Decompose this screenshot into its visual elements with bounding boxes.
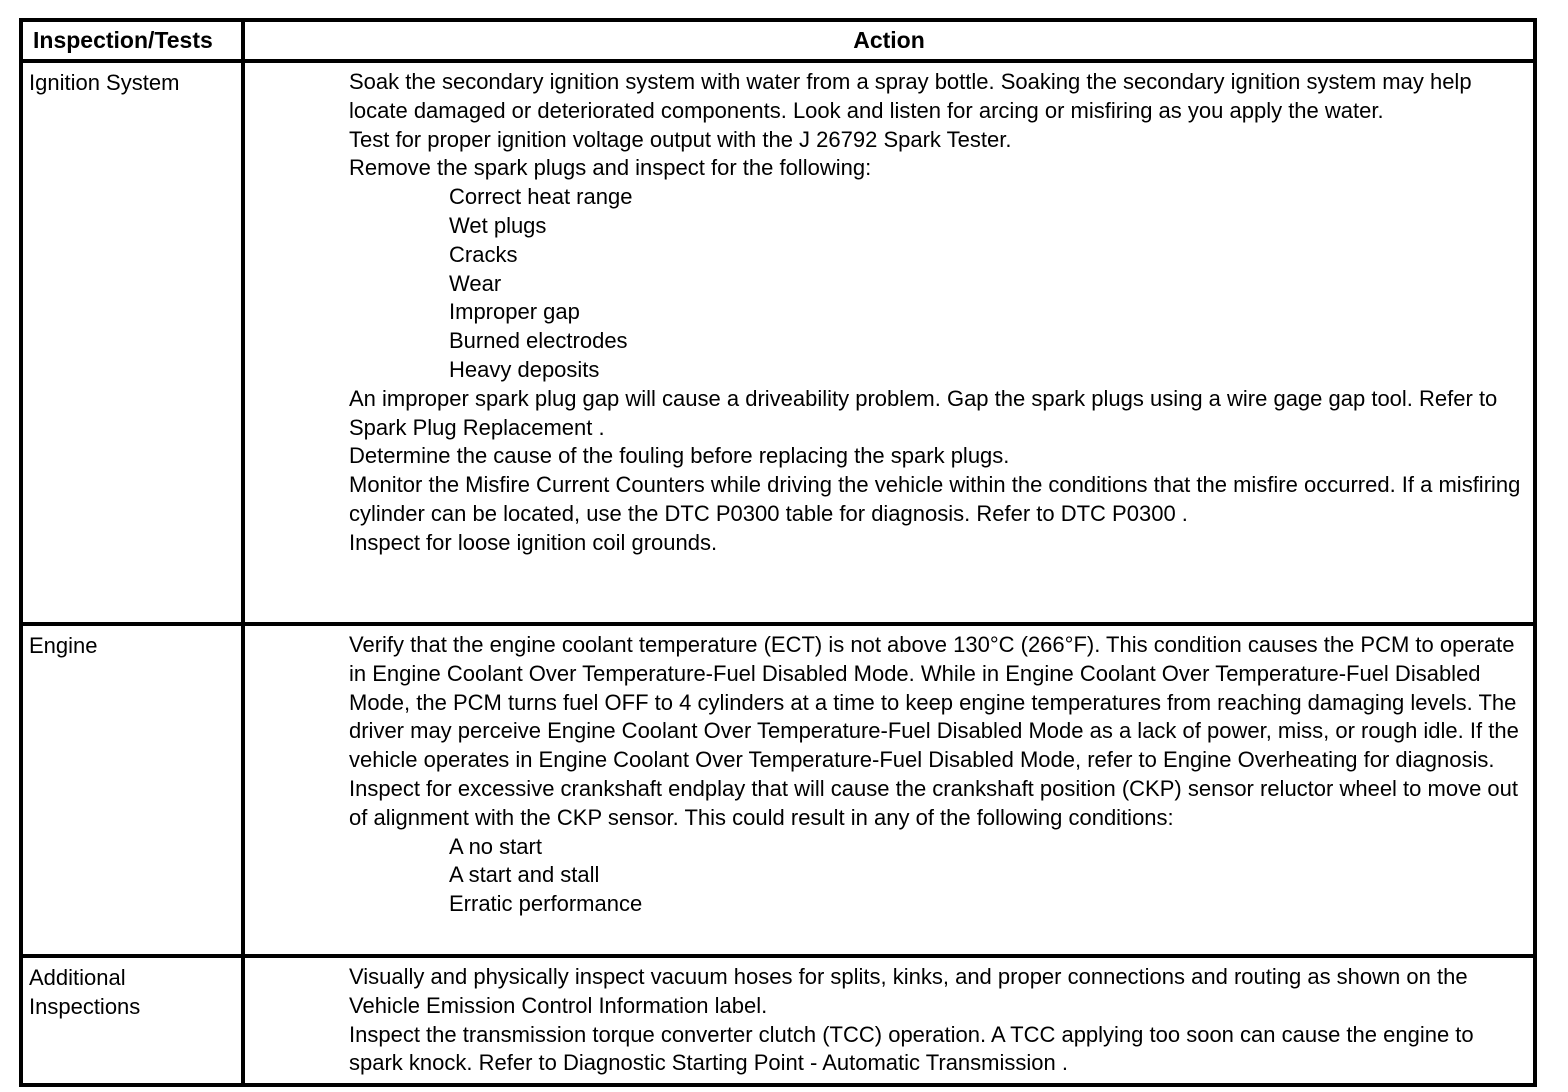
inspection-item: Wear [449,270,502,296]
inspection-item: Cracks [449,241,518,267]
action-step: An improper spark plug gap will cause a driveability problem. Gap the spark plugs using a wire gage gap tool. Refer to Spark Plug Replacement . [349,385,1498,440]
action-step: Soak the secondary ignition system with water from a spray bottle. Soaking the secondary ignition system may help locate damaged or deteriorated components. Look and listen for arcing or misfiring as you apply the water. [349,69,1472,123]
action-step: Test for proper ignition voltage output with the J 26792 Spark Tester. [349,126,1012,152]
column-header-inspection-tests: Inspection/Tests [21,20,243,61]
table-row-engine [21,624,1535,956]
action-step: Inspect for excessive crankshaft endplay that will cause the crankshaft position (CKP) sensor reluctor wheel to move out of alignment with the CKP sensor. This could result in any of the following conditions: [349,775,1519,830]
row-actions [243,956,1535,1085]
row-actions [243,61,1535,624]
action-step: Visually and physically inspect vacuum hoses for splits, kinks, and proper connections and routing as shown on the Vehicle Emission Control Information label. [349,964,1468,1018]
inspection-item: Wet plugs [449,212,547,238]
table-row-ignition-system [21,61,1535,624]
table-row-additional-inspections [21,956,1535,1085]
condition-item: A start and stall [449,862,600,888]
action-step: Verify that the engine coolant temperature (ECT) is not above 130°C (266°F). This condition causes the PCM to operate in Engine Coolant Over Temperature-Fuel Disabled Mode. While in Engine Coolant Over Temperature-Fuel Disabled Mode, the PCM turns fuel OFF to 4 cylinders at a time to keep engine temperatures from reaching damaging levels. The driver may perceive Engine Coolant Over Temperature-Fuel Disabled Mode as a lack of power, miss, or rough idle. If the vehicle operates in Engine Coolant Over Temperature-Fuel Disabled Mode, refer to Engine Overheating for diagnosis. [349,632,1519,773]
action-step: Inspect the transmission torque converter clutch (TCC) operation. A TCC applying too soon can cause the engine to spark knock. Refer to Diagnostic Starting Point - Automatic Transmission . [349,1021,1474,1076]
column-header-action: Action [243,20,1535,61]
row-label: Ignition System [21,61,243,624]
condition-item: Erratic performance [449,891,643,917]
inspection-item: Burned electrodes [449,328,628,354]
action-step: Inspect for loose ignition coil grounds. [349,529,718,555]
inspection-item: Correct heat range [449,184,633,210]
row-label: Additional Inspections [21,956,243,1085]
inspection-table [19,18,1537,1087]
inspection-item: Improper gap [449,299,580,325]
inspection-item: Heavy deposits [449,356,600,382]
row-actions [243,624,1535,956]
table-header-row [21,20,1535,61]
action-step: Determine the cause of the fouling before replacing the spark plugs. [349,443,1010,469]
action-step: Monitor the Misfire Current Counters while driving the vehicle within the conditions that the misfire occurred. If a misfiring cylinder can be located, use the DTC P0300 table for diagnosis. Refer to DTC P0300 . [349,472,1521,526]
condition-item: A no start [449,833,542,859]
action-step: Remove the spark plugs and inspect for the following: [349,155,872,181]
row-label: Engine [21,624,243,956]
